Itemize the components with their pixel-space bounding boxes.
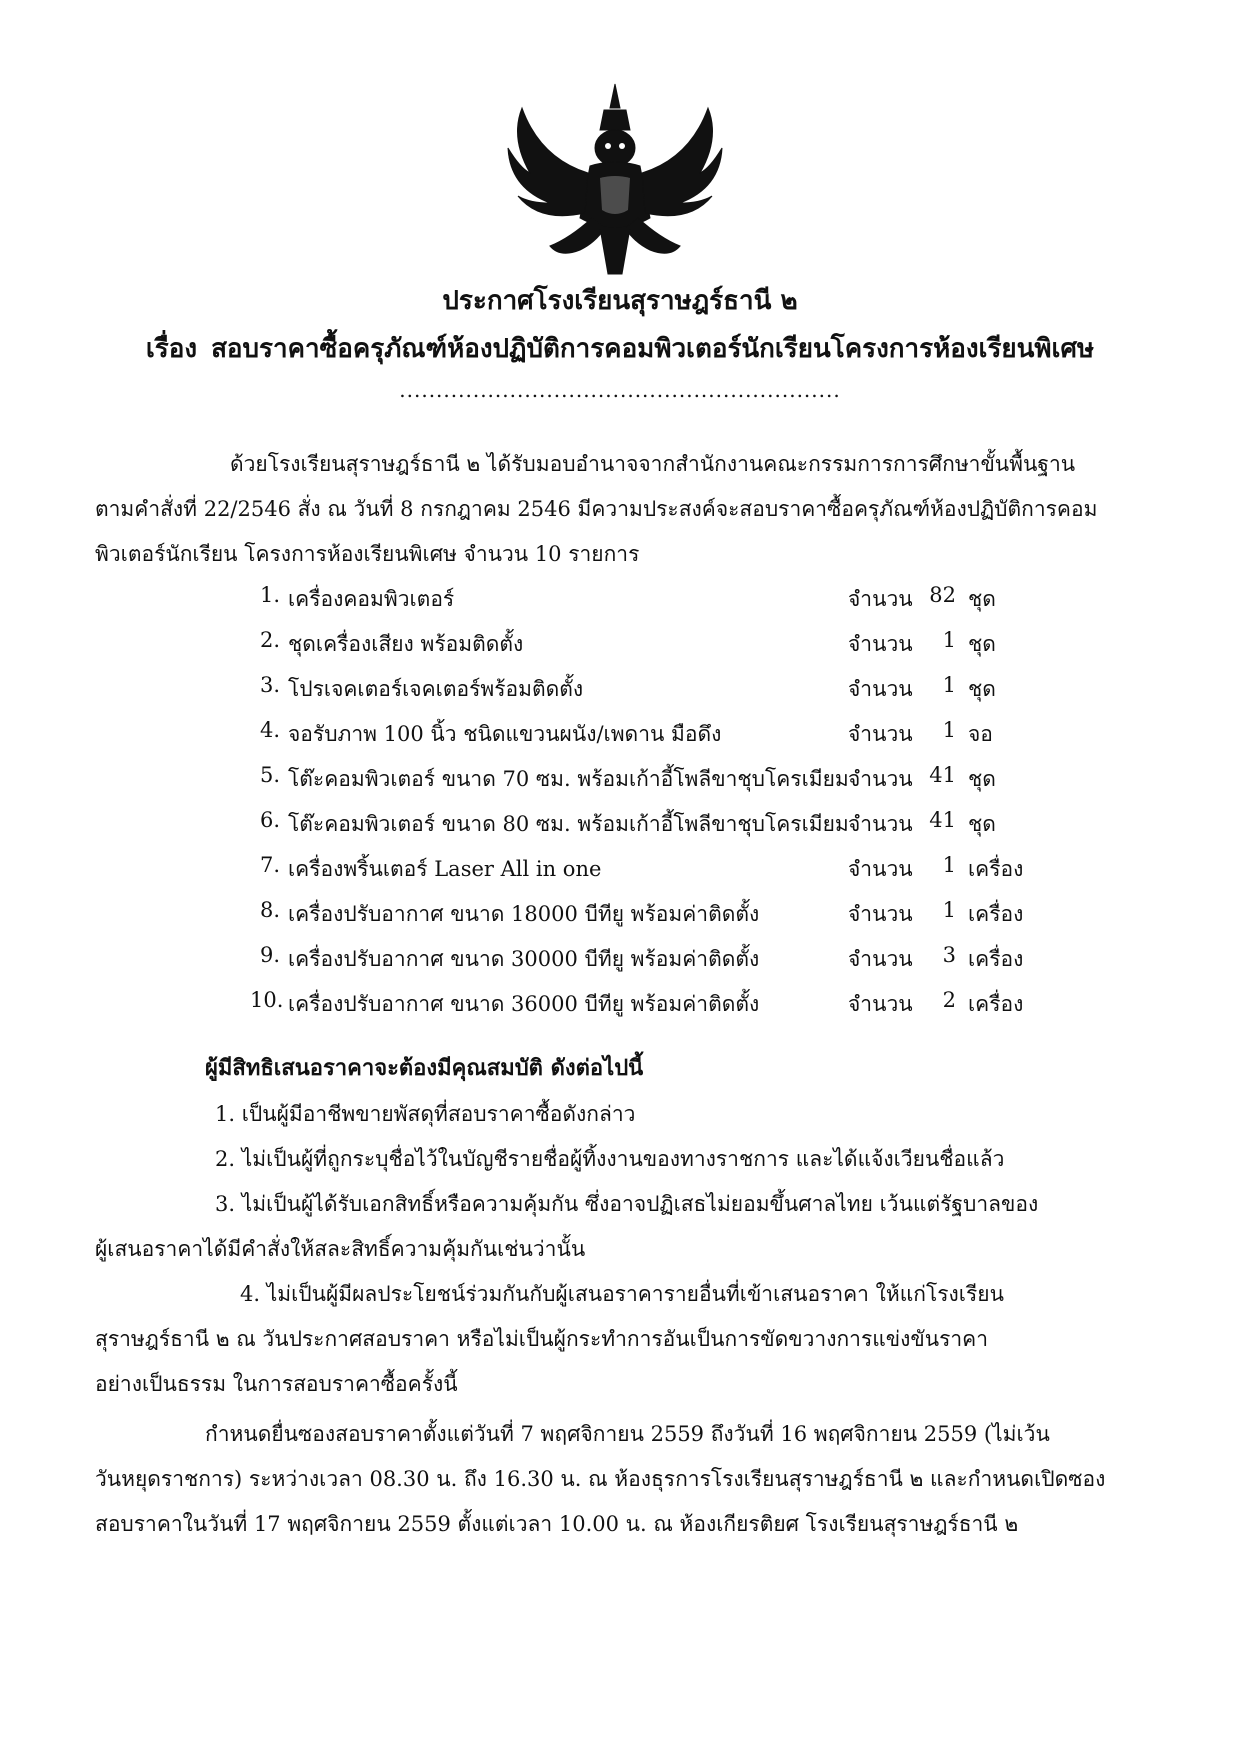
item-unit: ชุด xyxy=(968,812,996,836)
item-number: 8. xyxy=(259,898,280,922)
item-quantity: 1 xyxy=(942,718,956,742)
item-quantity-label: จำนวน xyxy=(848,992,913,1016)
item-quantity: 41 xyxy=(929,808,956,832)
item-description: ชุดเครื่องเสียง พร้อมติดตั้ง xyxy=(288,632,524,656)
announcement-title: ประกาศโรงเรียนสุราษฎร์ธานี ๒ xyxy=(442,286,798,316)
item-number: 5. xyxy=(259,763,280,787)
schedule-line-1: กำหนดยื่นซองสอบราคาตั้งแต่วันที่ 7 พฤศจิกายน 2559 ถึงวันที่ 16 พฤศจิกายน 2559 (ไม่เว้น xyxy=(205,1422,1050,1446)
item-quantity: 1 xyxy=(942,628,956,652)
subject-label: เรื่อง xyxy=(145,334,198,364)
qualification-line: 1. เป็นผู้มีอาชีพขายพัสดุที่สอบราคาซื้อดังกล่าว xyxy=(215,1102,636,1126)
item-description: จอรับภาพ 100 นิ้ว ชนิดแขวนผนัง/เพดาน มือดึง xyxy=(288,722,722,746)
qualification-line: สุราษฎร์ธานี ๒ ณ วันประกาศสอบราคา หรือไม่เป็นผู้กระทำการอันเป็นการขัดขวางการแข่งขันราคา xyxy=(95,1327,989,1351)
item-description: เครื่องพริ้นเตอร์ Laser All in one xyxy=(288,857,602,881)
announcement-subject xyxy=(0,328,1240,369)
item-unit: จอ xyxy=(968,722,993,746)
qualification-line: ผู้เสนอราคาได้มีคำสั่งให้สละสิทธิ์ความคุ้มกันเช่นว่านั้น xyxy=(95,1237,586,1261)
qualification-line: 3. ไม่เป็นผู้ได้รับเอกสิทธิ์หรือความคุ้มกัน ซึ่งอาจปฏิเสธไม่ยอมขึ้นศาลไทย เว้นแต่รัฐบาลของ xyxy=(215,1192,1039,1216)
item-description: โปรเจคเตอร์เจคเตอร์พร้อมติดตั้ง xyxy=(288,677,584,701)
item-quantity: 1 xyxy=(942,673,956,697)
intro-line-2: ตามคำสั่งที่ 22/2546 สั่ง ณ วันที่ 8 กรกฎาคม 2546 มีความประสงค์จะสอบราคาซื้อครุภัณฑ์ห้องปฏิบัติการคอม xyxy=(95,497,1098,521)
qualification-line: 4. ไม่เป็นผู้มีผลประโยชน์ร่วมกันกับผู้เสนอราคารายอื่นที่เข้าเสนอราคา ให้แก่โรงเรียน xyxy=(240,1282,1004,1306)
item-quantity-label: จำนวน xyxy=(848,857,913,881)
item-description: เครื่องปรับอากาศ ขนาด 18000 บีทียู พร้อมค่าติดตั้ง xyxy=(288,902,760,926)
item-number: 4. xyxy=(259,718,280,742)
item-quantity: 1 xyxy=(942,853,956,877)
item-quantity: 2 xyxy=(942,988,956,1012)
item-quantity-label: จำนวน xyxy=(848,677,913,701)
item-quantity-label: จำนวน xyxy=(848,632,913,656)
item-quantity-label: จำนวน xyxy=(848,902,913,926)
item-description: เครื่องปรับอากาศ ขนาด 36000 บีทียู พร้อมค่าติดตั้ง xyxy=(288,992,760,1016)
item-description: เครื่องคอมพิวเตอร์ xyxy=(288,587,455,611)
item-unit: ชุด xyxy=(968,677,996,701)
item-number: 7. xyxy=(259,853,280,877)
item-number: 10. xyxy=(250,988,284,1012)
item-unit: เครื่อง xyxy=(968,947,1024,971)
item-quantity-label: จำนวน xyxy=(848,812,913,836)
title-divider-dots: ............................................................ xyxy=(399,378,841,402)
garuda-emblem-icon xyxy=(500,78,730,278)
qualification-line: อย่างเป็นธรรม ในการสอบราคาซื้อครั้งนี้ xyxy=(95,1372,458,1396)
item-quantity-label: จำนวน xyxy=(848,767,913,791)
item-number: 9. xyxy=(259,943,280,967)
qualifications-heading: ผู้มีสิทธิเสนอราคาจะต้องมีคุณสมบัติ ดังต่อไปนี้ xyxy=(205,1055,644,1081)
schedule-line-3: สอบราคาในวันที่ 17 พฤศจิกายน 2559 ตั้งแต่เวลา 10.00 น. ณ ห้องเกียรติยศ โรงเรียนสุราษฎร์ธานี ๒ xyxy=(95,1512,1019,1536)
item-quantity: 3 xyxy=(942,943,956,967)
item-quantity-label: จำนวน xyxy=(848,947,913,971)
intro-line-3: พิวเตอร์นักเรียน โครงการห้องเรียนพิเศษ จำนวน 10 รายการ xyxy=(95,542,640,566)
item-unit: ชุด xyxy=(968,632,996,656)
qualification-line: 2. ไม่เป็นผู้ที่ถูกระบุชื่อไว้ในบัญชีรายชื่อผู้ทิ้งงานของทางราชการ และได้แจ้งเวียนชื่อแล้ว xyxy=(215,1147,1005,1171)
subject-text: สอบราคาซื้อครุภัณฑ์ห้องปฏิบัติการคอมพิวเตอร์นักเรียนโครงการห้องเรียนพิเศษ xyxy=(211,334,1095,364)
item-unit: ชุด xyxy=(968,767,996,791)
item-unit: เครื่อง xyxy=(968,902,1024,926)
item-description: โต๊ะคอมพิวเตอร์ ขนาด 70 ซม. พร้อมเก้าอี้โพลีขาชุบโครเมียม xyxy=(288,767,849,791)
item-quantity-label: จำนวน xyxy=(848,722,913,746)
item-quantity: 41 xyxy=(929,763,956,787)
item-quantity: 82 xyxy=(929,583,956,607)
item-number: 3. xyxy=(259,673,280,697)
item-number: 6. xyxy=(259,808,280,832)
item-unit: ชุด xyxy=(968,587,996,611)
item-quantity: 1 xyxy=(942,898,956,922)
schedule-line-2: วันหยุดราชการ) ระหว่างเวลา 08.30 น. ถึง 16.30 น. ณ ห้องธุรการโรงเรียนสุราษฎร์ธานี ๒ และกำหนดเปิดซอง xyxy=(95,1467,1106,1491)
item-unit: เครื่อง xyxy=(968,992,1024,1016)
item-description: เครื่องปรับอากาศ ขนาด 30000 บีทียู พร้อมค่าติดตั้ง xyxy=(288,947,760,971)
item-number: 1. xyxy=(259,583,280,607)
item-description: โต๊ะคอมพิวเตอร์ ขนาด 80 ซม. พร้อมเก้าอี้โพลีขาชุบโครเมียม xyxy=(288,812,849,836)
item-unit: เครื่อง xyxy=(968,857,1024,881)
item-quantity-label: จำนวน xyxy=(848,587,913,611)
item-number: 2. xyxy=(259,628,280,652)
intro-line-1: ด้วยโรงเรียนสุราษฎร์ธานี ๒ ได้รับมอบอำนาจจากสำนักงานคณะกรรมการการศึกษาขั้นพื้นฐาน xyxy=(230,452,1076,476)
